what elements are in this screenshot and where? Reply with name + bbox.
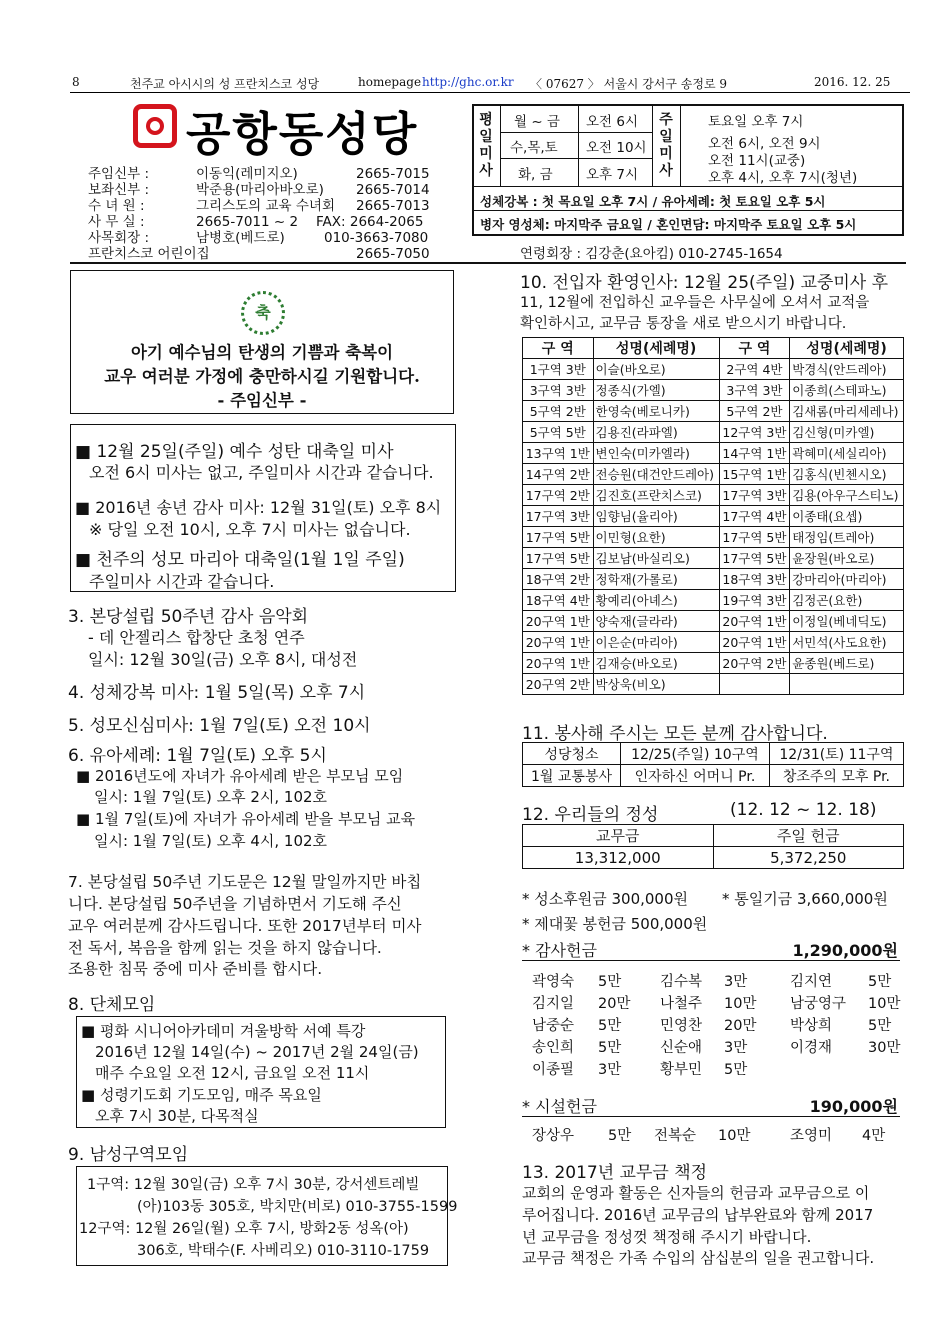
table-cell: 곽혜미(세실리아): [790, 443, 904, 464]
thanks-offering-header: * 감사헌금 1,290,000원: [522, 938, 900, 961]
section-text: 12구역: 12월 26일(월) 오후 7시, 방화2동 성옥(아): [79, 1221, 409, 1237]
section-4-title: 4. 성체강복 미사: 1월 5일(목) 오후 7시: [68, 683, 366, 703]
section-text: 2016년 12월 14일(수) ~ 2017년 2월 24일(금): [95, 1043, 419, 1061]
table-cell: 김정곤(요한): [790, 590, 904, 611]
table-cell: 20구역 2반: [523, 674, 594, 695]
donor-name: 이종필: [532, 1062, 575, 1078]
notice-detail: ※ 당일 오전 10시, 오후 7시 미사는 없습니다.: [89, 520, 411, 539]
donor-name: 곽영숙: [532, 974, 575, 990]
donation-amount: 20만: [724, 1018, 757, 1034]
table-row: [523, 359, 904, 380]
section-5-title: 5. 성모신심미사: 1월 7일(토) 오전 10시: [68, 716, 371, 736]
section-13-title: 13. 2017년 교무금 책정: [522, 1163, 708, 1183]
table-row: [523, 485, 904, 506]
table-cell: 20구역 1반: [523, 653, 594, 674]
donor-name: 김지연: [790, 974, 833, 990]
weekday-time: 오전 6시: [586, 114, 639, 130]
donor-name: 박상희: [790, 1018, 833, 1034]
weekday-day: 월 ~ 금: [514, 114, 560, 130]
offering-line: * 통일기금 3,660,000원: [722, 890, 888, 908]
table-row: 13,312,000 5,372,250: [523, 847, 904, 869]
section-text: 오후 7시 30분, 다목적실: [95, 1107, 259, 1125]
donation-amount: 3만: [724, 1040, 748, 1056]
staff-row: 주임신부 : 이동익(레미지오) 2665-7015: [88, 166, 430, 182]
donor-name: 김수복: [660, 974, 703, 990]
section-text: 매주 수요일 오전 12시, 금요일 오전 11시: [95, 1064, 370, 1082]
offering-line: * 성소후원금 300,000원: [522, 890, 689, 908]
table-row: [523, 422, 904, 443]
table-cell: 태정임(트레아): [790, 527, 904, 548]
table-cell: 17구역 5반: [523, 527, 594, 548]
sunday-mass-label: 주 일 미 사: [659, 112, 673, 179]
table-row: 교무금 주일 헌금: [523, 825, 904, 847]
section-6-title: 6. 유아세례: 1월 7일(토) 오후 5시: [68, 746, 327, 766]
table-cell: 20구역 2반: [719, 653, 790, 674]
issue-date: 2016. 12. 25: [814, 75, 891, 89]
wreath-icon: 축: [241, 291, 285, 335]
table-cell: 17구역 5반: [719, 527, 790, 548]
facility-offering-header: * 시설헌금 190,000원: [522, 1094, 900, 1117]
staff-row: 수 녀 원 : 그리스도의 교육 수녀회 2665-7013: [88, 198, 430, 214]
section-8-title: 8. 단체모임: [68, 995, 156, 1015]
table-cell: 18구역 2반: [523, 569, 594, 590]
donation-amount: 5만: [598, 974, 622, 990]
sunday-time: 오전 6시, 오전 9시: [708, 136, 821, 152]
donation-amount: 10만: [724, 996, 757, 1012]
table-cell: 3구역 3반: [523, 380, 594, 401]
table-cell: 17구역 4반: [719, 506, 790, 527]
donation-amount: 5만: [868, 974, 892, 990]
table-cell: 20구역 1반: [523, 632, 594, 653]
table-cell: 14구역 2반: [523, 464, 594, 485]
table-row: [523, 590, 904, 611]
mass-note: 성체강복 : 첫 목요일 오후 7시 / 유아세례: 첫 토요일 오후 5시: [480, 194, 826, 209]
staff-row: 사목회장 : 남병호(베드로) 010-3663-7080: [88, 230, 429, 246]
table-cell: 5구역 2반: [719, 401, 790, 422]
notice-item: ■ 천주의 성모 마리아 대축일(1월 1일 주일): [75, 550, 405, 570]
column-header: 성명(세례명): [790, 338, 904, 359]
section-text: 확인하시고, 교무금 통장을 새로 받으시기 바랍니다.: [520, 316, 847, 332]
table-cell: 정학재(가롤로): [593, 569, 719, 590]
table-cell: 20구역 1반: [719, 611, 790, 632]
sunday-time: 오전 11시(교중): [708, 153, 806, 169]
table-cell: 변인숙(미카엘라): [593, 443, 719, 464]
section-text: 교회의 운영과 활동은 신자들의 헌금과 교무금으로 이: [522, 1184, 870, 1202]
section-text: 교무금 책정은 가족 수입의 삼십분의 일을 권고합니다.: [522, 1249, 875, 1267]
volunteer-table: [522, 742, 904, 787]
table-cell: 정종식(가엘): [593, 380, 719, 401]
notice-item: ■ 12월 25일(주일) 예수 성탄 대축일 미사: [75, 442, 394, 462]
table-row: [523, 632, 904, 653]
group-meeting-box: [76, 1016, 446, 1128]
section-text: 루어집니다. 2016년 교무금의 납부완료와 함께 2017: [522, 1206, 874, 1224]
table-cell: 3구역 3반: [719, 380, 790, 401]
donation-amount: 5만: [724, 1062, 748, 1078]
table-cell: 13구역 1반: [523, 443, 594, 464]
donation-amount: 10만: [868, 996, 901, 1012]
christmas-greeting-box: [70, 270, 454, 414]
parish-name: 천주교 아시시의 성 프란치스코 성당: [130, 77, 320, 91]
table-cell: 17구역 3반: [719, 485, 790, 506]
table-cell: 김홍식(빈첸시오): [790, 464, 904, 485]
table-row: [523, 548, 904, 569]
offering-period: (12. 12 ~ 12. 18): [730, 800, 877, 820]
table-cell: [719, 674, 790, 695]
donor-name: 전복순: [654, 1128, 697, 1144]
greeting-line: 교우 여러분 가정에 충만하시길 기원합니다.: [104, 367, 420, 386]
column-header: 구 역: [719, 338, 790, 359]
donation-amount: 5만: [868, 1018, 892, 1034]
sunday-time: 오후 4시, 오후 7시(청년): [708, 170, 858, 186]
table-row: [523, 380, 904, 401]
table-cell: 1구역 3반: [523, 359, 594, 380]
divider: [70, 262, 906, 264]
table-row: [523, 653, 904, 674]
staff-row: 보좌신부 : 박준용(마리아바오로) 2665-7014: [88, 182, 430, 198]
homepage-link[interactable]: http://ghc.or.kr: [422, 75, 514, 89]
table-header-row: [523, 338, 904, 359]
table-cell: 윤종원(베드로): [790, 653, 904, 674]
donation-amount: 4만: [862, 1128, 886, 1144]
table-cell: 김보남(바실리오): [593, 548, 719, 569]
mass-note: 병자 영성체: 마지막주 금요일 / 혼인면담: 마지막주 토요일 오후 5시: [480, 217, 857, 232]
table-cell: 이종태(요셉): [790, 506, 904, 527]
donor-name: 신순애: [660, 1040, 703, 1056]
section-7-text: 교우 여러분께 감사드립니다. 또한 2017년부터 미사: [68, 917, 422, 935]
table-cell: 2구역 4반: [719, 359, 790, 380]
newcomer-table: [522, 337, 904, 695]
section-text: 일시: 1월 7일(토) 오후 2시, 102호: [94, 788, 328, 806]
table-cell: 18구역 3반: [719, 569, 790, 590]
donation-amount: 5만: [598, 1040, 622, 1056]
section-7-text: 전 독서, 복음을 함께 읽는 것을 하지 않습니다.: [68, 939, 382, 957]
table-cell: 12구역 3반: [719, 422, 790, 443]
thanks-offering-list: [532, 970, 902, 1080]
table-cell: 19구역 3반: [719, 590, 790, 611]
weekday-day: 화, 금: [518, 167, 553, 183]
section-text: - 데 안젤리스 합창단 초청 연주: [88, 628, 305, 647]
column-header: 성명(세례명): [593, 338, 719, 359]
section-text: ■ 1월 7일(토)에 자녀가 유아세례 받을 부모님 교육: [76, 810, 416, 828]
donor-name: 민영찬: [660, 1018, 703, 1034]
notice-detail: 주일미사 시간과 같습니다.: [89, 572, 275, 591]
section-7-text: 니다. 본당설립 50주년을 기념하면서 기도해 주신: [68, 895, 402, 913]
donation-amount: 20만: [598, 996, 631, 1012]
sunday-time: 토요일 오후 7시: [708, 114, 804, 130]
donation-amount: 30만: [868, 1040, 901, 1056]
section-9-title: 9. 남성구역모임: [68, 1145, 189, 1165]
section-text: 306호, 박태수(F. 사베리오) 010-3110-1759: [137, 1243, 430, 1259]
donor-name: 황부민: [660, 1062, 703, 1078]
donation-amount: 3만: [598, 1062, 622, 1078]
notice-detail: 오전 6시 미사는 없고, 주일미사 시간과 같습니다.: [89, 463, 434, 482]
table-cell: 한영숙(베로니카): [593, 401, 719, 422]
table-row: 성당청소 12/25(주일) 10구역 12/31(토) 11구역: [523, 743, 904, 765]
mens-meeting-box: [76, 1166, 458, 1266]
section-7-text: 조용한 침묵 중에 미사 준비를 합시다.: [68, 960, 323, 978]
table-cell: 이민형(요한): [593, 527, 719, 548]
section-text: ■ 평화 시니어아카데미 겨울방학 서예 특강: [81, 1022, 366, 1040]
table-cell: 이정일(베네딕도): [790, 611, 904, 632]
notice-box: [70, 424, 456, 592]
table-cell: 박상욱(비오): [593, 674, 719, 695]
table-cell: 김신형(미카엘): [790, 422, 904, 443]
facility-offering-list: [532, 1124, 902, 1146]
column-header: 구 역: [523, 338, 594, 359]
donation-amount: 5만: [598, 1018, 622, 1034]
table-cell: 14구역 1반: [719, 443, 790, 464]
weekday-day: 수,목,토: [510, 140, 558, 156]
table-cell: [790, 674, 904, 695]
table-cell: 17구역 2반: [523, 485, 594, 506]
section-7-text: 7. 본당설립 50주년 기도문은 12월 말일까지만 바칩: [68, 873, 422, 891]
donation-amount: 10만: [718, 1128, 751, 1144]
section-text: 일시: 12월 30일(금) 오후 8시, 대성전: [88, 650, 358, 669]
table-cell: 20구역 1반: [523, 611, 594, 632]
section-text: ■ 2016년도에 자녀가 유아세례 받은 부모님 모임: [76, 767, 404, 785]
donor-name: 남중순: [532, 1018, 575, 1034]
section-text: 년 교무금을 정성껏 책정해 주시기 바랍니다.: [522, 1228, 812, 1246]
donation-amount: 3만: [724, 974, 748, 990]
notice-item: ■ 2016년 송년 감사 미사: 12월 31일(토) 오후 8시: [75, 498, 442, 517]
table-row: [523, 611, 904, 632]
mass-schedule-box: [472, 104, 904, 236]
table-cell: 임향님(율리아): [593, 506, 719, 527]
table-cell: 이슬(바오로): [593, 359, 719, 380]
table-cell: 17구역 5반: [523, 548, 594, 569]
table-cell: 20구역 1반: [719, 632, 790, 653]
greeting-signature: - 주임신부 -: [217, 391, 307, 410]
address: 〈 07627 〉 서울시 강서구 송정로 9: [530, 77, 728, 91]
section-3-title: 3. 본당설립 50주년 감사 음악회: [68, 607, 309, 627]
table-cell: 17구역 3반: [523, 506, 594, 527]
donor-name: 조영미: [790, 1128, 833, 1144]
weekday-time: 오후 7시: [586, 167, 639, 183]
page-number: 8: [72, 75, 80, 89]
section-12-title: 12. 우리들의 정성: [522, 805, 659, 825]
table-cell: 김진호(프란치스코): [593, 485, 719, 506]
table-row: [523, 464, 904, 485]
donor-name: 장상우: [532, 1128, 575, 1144]
section-11-title: 11. 봉사해 주시는 모든 분께 감사합니다.: [522, 724, 828, 744]
donor-name: 이경재: [790, 1040, 833, 1056]
table-cell: 김새롬(마리세레나): [790, 401, 904, 422]
offering-table: [522, 824, 904, 869]
table-cell: 김용진(라파엘): [593, 422, 719, 443]
section-text: 11, 12월에 전입하신 교우들은 사무실에 오셔서 교적을: [520, 295, 870, 311]
table-row: [523, 527, 904, 548]
table-cell: 15구역 1반: [719, 464, 790, 485]
table-cell: 윤장원(바오로): [790, 548, 904, 569]
table-cell: 5구역 2반: [523, 401, 594, 422]
section-10-title: 10. 전입자 환영인사: 12월 25(주일) 교중미사 후: [520, 273, 889, 293]
donor-name: 송인희: [532, 1040, 575, 1056]
offering-line: * 제대꽃 봉헌금 500,000원: [522, 915, 708, 933]
table-cell: 강마리아(마리아): [790, 569, 904, 590]
table-row: [523, 401, 904, 422]
church-logo-icon: [133, 104, 177, 148]
section-text: (아)103동 305호, 박치만(비로) 010-3755-1599: [137, 1199, 458, 1215]
donation-amount: 5만: [608, 1128, 632, 1144]
table-cell: 김용(아우구스티노): [790, 485, 904, 506]
table-row: [523, 443, 904, 464]
table-cell: 박경식(안드레아): [790, 359, 904, 380]
table-row: [523, 506, 904, 527]
page-header: [70, 72, 910, 93]
weekday-time: 오전 10시: [586, 140, 647, 156]
table-cell: 18구역 4반: [523, 590, 594, 611]
section-text: 1구역: 12월 30일(금) 오후 7시 30분, 강서센트레빌: [87, 1177, 420, 1193]
table-cell: 5구역 5반: [523, 422, 594, 443]
table-cell: 양숙재(글라라): [593, 611, 719, 632]
section-text: ■ 성령기도회 기도모임, 매주 목요일: [81, 1086, 322, 1104]
donor-name: 나철주: [660, 996, 703, 1012]
staff-row: 사 무 실 : 2665-7011 ~ 2 FAX: 2664-2065: [88, 214, 424, 230]
greeting-line: 아기 예수님의 탄생의 기쁨과 축복이: [130, 343, 394, 362]
table-row: [523, 674, 904, 695]
table-cell: 김재승(바오로): [593, 653, 719, 674]
table-cell: 이종희(스테파노): [790, 380, 904, 401]
funeral-chairman: 연령회장 : 김강춘(요아킴) 010-2745-1654: [520, 246, 783, 262]
homepage-label: homepage: [358, 75, 422, 89]
table-row: 1월 교통봉사 인자하신 어머니 Pr. 창조주의 모후 Pr.: [523, 765, 904, 787]
donor-name: 김지일: [532, 996, 575, 1012]
church-title: 공항동성당: [186, 107, 419, 161]
section-text: 일시: 1월 7일(토) 오후 4시, 102호: [94, 832, 328, 850]
weekday-mass-label: 평 일 미 사: [479, 112, 493, 179]
table-cell: 황예리(아녜스): [593, 590, 719, 611]
donor-name: 남궁영구: [790, 996, 847, 1012]
table-cell: 이은순(마리아): [593, 632, 719, 653]
table-row: [523, 569, 904, 590]
table-cell: 17구역 5반: [719, 548, 790, 569]
table-cell: 전승원(대건안드레아): [593, 464, 719, 485]
table-cell: 서민석(사도요한): [790, 632, 904, 653]
staff-row: 프란치스코 어린이집 2665-7050: [88, 246, 430, 262]
